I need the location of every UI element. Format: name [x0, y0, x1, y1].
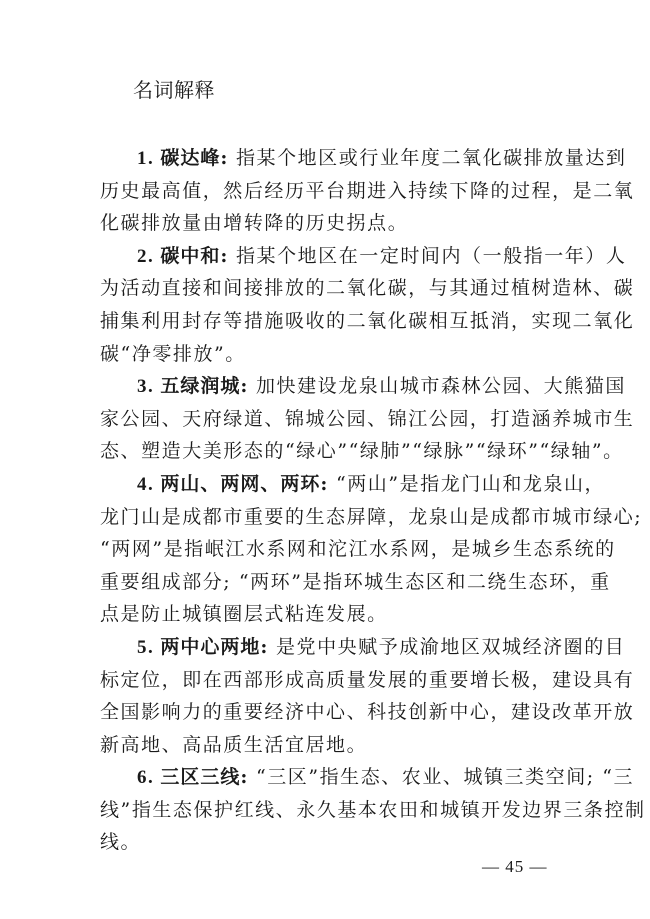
entry-number: 4.	[137, 473, 155, 495]
entry-number: 5.	[137, 636, 155, 658]
entry-text: “三区”指生态、农业、城镇三类空间; “三	[255, 766, 635, 789]
entry-number: 6.	[137, 767, 155, 789]
entry-line	[100, 468, 606, 501]
entry-line	[100, 370, 626, 403]
glossary-entry-3	[100, 370, 635, 468]
entry-line: 线。	[100, 831, 142, 854]
glossary-entry-6	[100, 761, 646, 859]
entry-line: 态、塑造大美形态的“绿心”“绿肺”“绿脉”“绿环”“绿轴”。	[100, 440, 624, 463]
entry-text: 指某个地区在一定时间内（一般指一年）人	[235, 244, 627, 267]
glossary-entry-5	[100, 631, 635, 761]
entry-number: 1.	[137, 148, 155, 169]
glossary-entry-2	[100, 240, 635, 370]
entry-line: 为活动直接和间接排放的二氧化碳，与其通过植树造林、碳	[100, 277, 635, 300]
entry-line: 龙门山是成都市重要的生态屏障，龙泉山是成都市城市绿心;	[100, 505, 643, 528]
entry-term: 碳中和:	[160, 244, 229, 267]
entry-term: 五绿润城:	[160, 375, 249, 398]
entry-term: 碳达峰:	[160, 147, 229, 169]
entry-term: 两中心两地:	[160, 635, 269, 658]
glossary-entry-1	[100, 142, 635, 240]
entry-line: 碳“净零排放”。	[100, 342, 246, 365]
entry-line: 重要组成部分; “两环”是指环城生态区和二绕生态环，重	[100, 570, 611, 593]
entry-line	[100, 240, 627, 273]
entry-line	[100, 631, 626, 664]
entry-line: 全国影响力的重要经济中心、科技创新中心，建设改革开放	[100, 701, 635, 724]
glossary-content	[100, 142, 646, 859]
entry-line: “两网”是指岷江水系网和沱江水系网，是城乡生态系统的	[100, 538, 616, 561]
entry-line: 标定位，即在西部形成高质量发展的重要增长极，建设具有	[100, 668, 635, 691]
entry-number: 2.	[137, 245, 155, 267]
entry-line: 点是防止城镇圈层式粘连发展。	[100, 603, 388, 626]
glossary-entry-4	[100, 468, 643, 631]
entry-line	[100, 761, 635, 794]
entry-number: 3.	[137, 376, 155, 398]
entry-line: 线”指生态保护红线、永久基本农田和城镇开发边界三条控制	[100, 798, 646, 821]
entry-line: 新高地、高品质生活宜居地。	[100, 733, 368, 756]
entry-line: 捕集利用封存等措施吸收的二氧化碳相互抵消，实现二氧化	[100, 309, 635, 332]
page-number: — 45 —	[482, 857, 548, 876]
entry-line: 历史最高值，然后经历平台期进入持续下降的过程，是二氧	[100, 179, 635, 202]
entry-line: 化碳排放量由增转降的历史拐点。	[100, 212, 409, 235]
entry-text: 加快建设龙泉山城市森林公园、大熊猫国	[255, 375, 626, 398]
entry-line	[100, 142, 627, 175]
entry-line: 家公园、天府绿道、锦城公园、锦江公园，打造涵养城市生	[100, 407, 635, 430]
entry-term: 三区三线:	[160, 766, 249, 789]
entry-text: 是党中央赋予成渝地区双城经济圈的目	[275, 635, 626, 658]
page-title: 名词解释	[133, 78, 215, 102]
entry-text: “两山”是指龙门山和龙泉山，	[335, 472, 606, 495]
entry-term: 两山、两网、两环:	[160, 472, 329, 495]
entry-text: 指某个地区或行业年度二氧化碳排放量达到	[235, 147, 627, 169]
